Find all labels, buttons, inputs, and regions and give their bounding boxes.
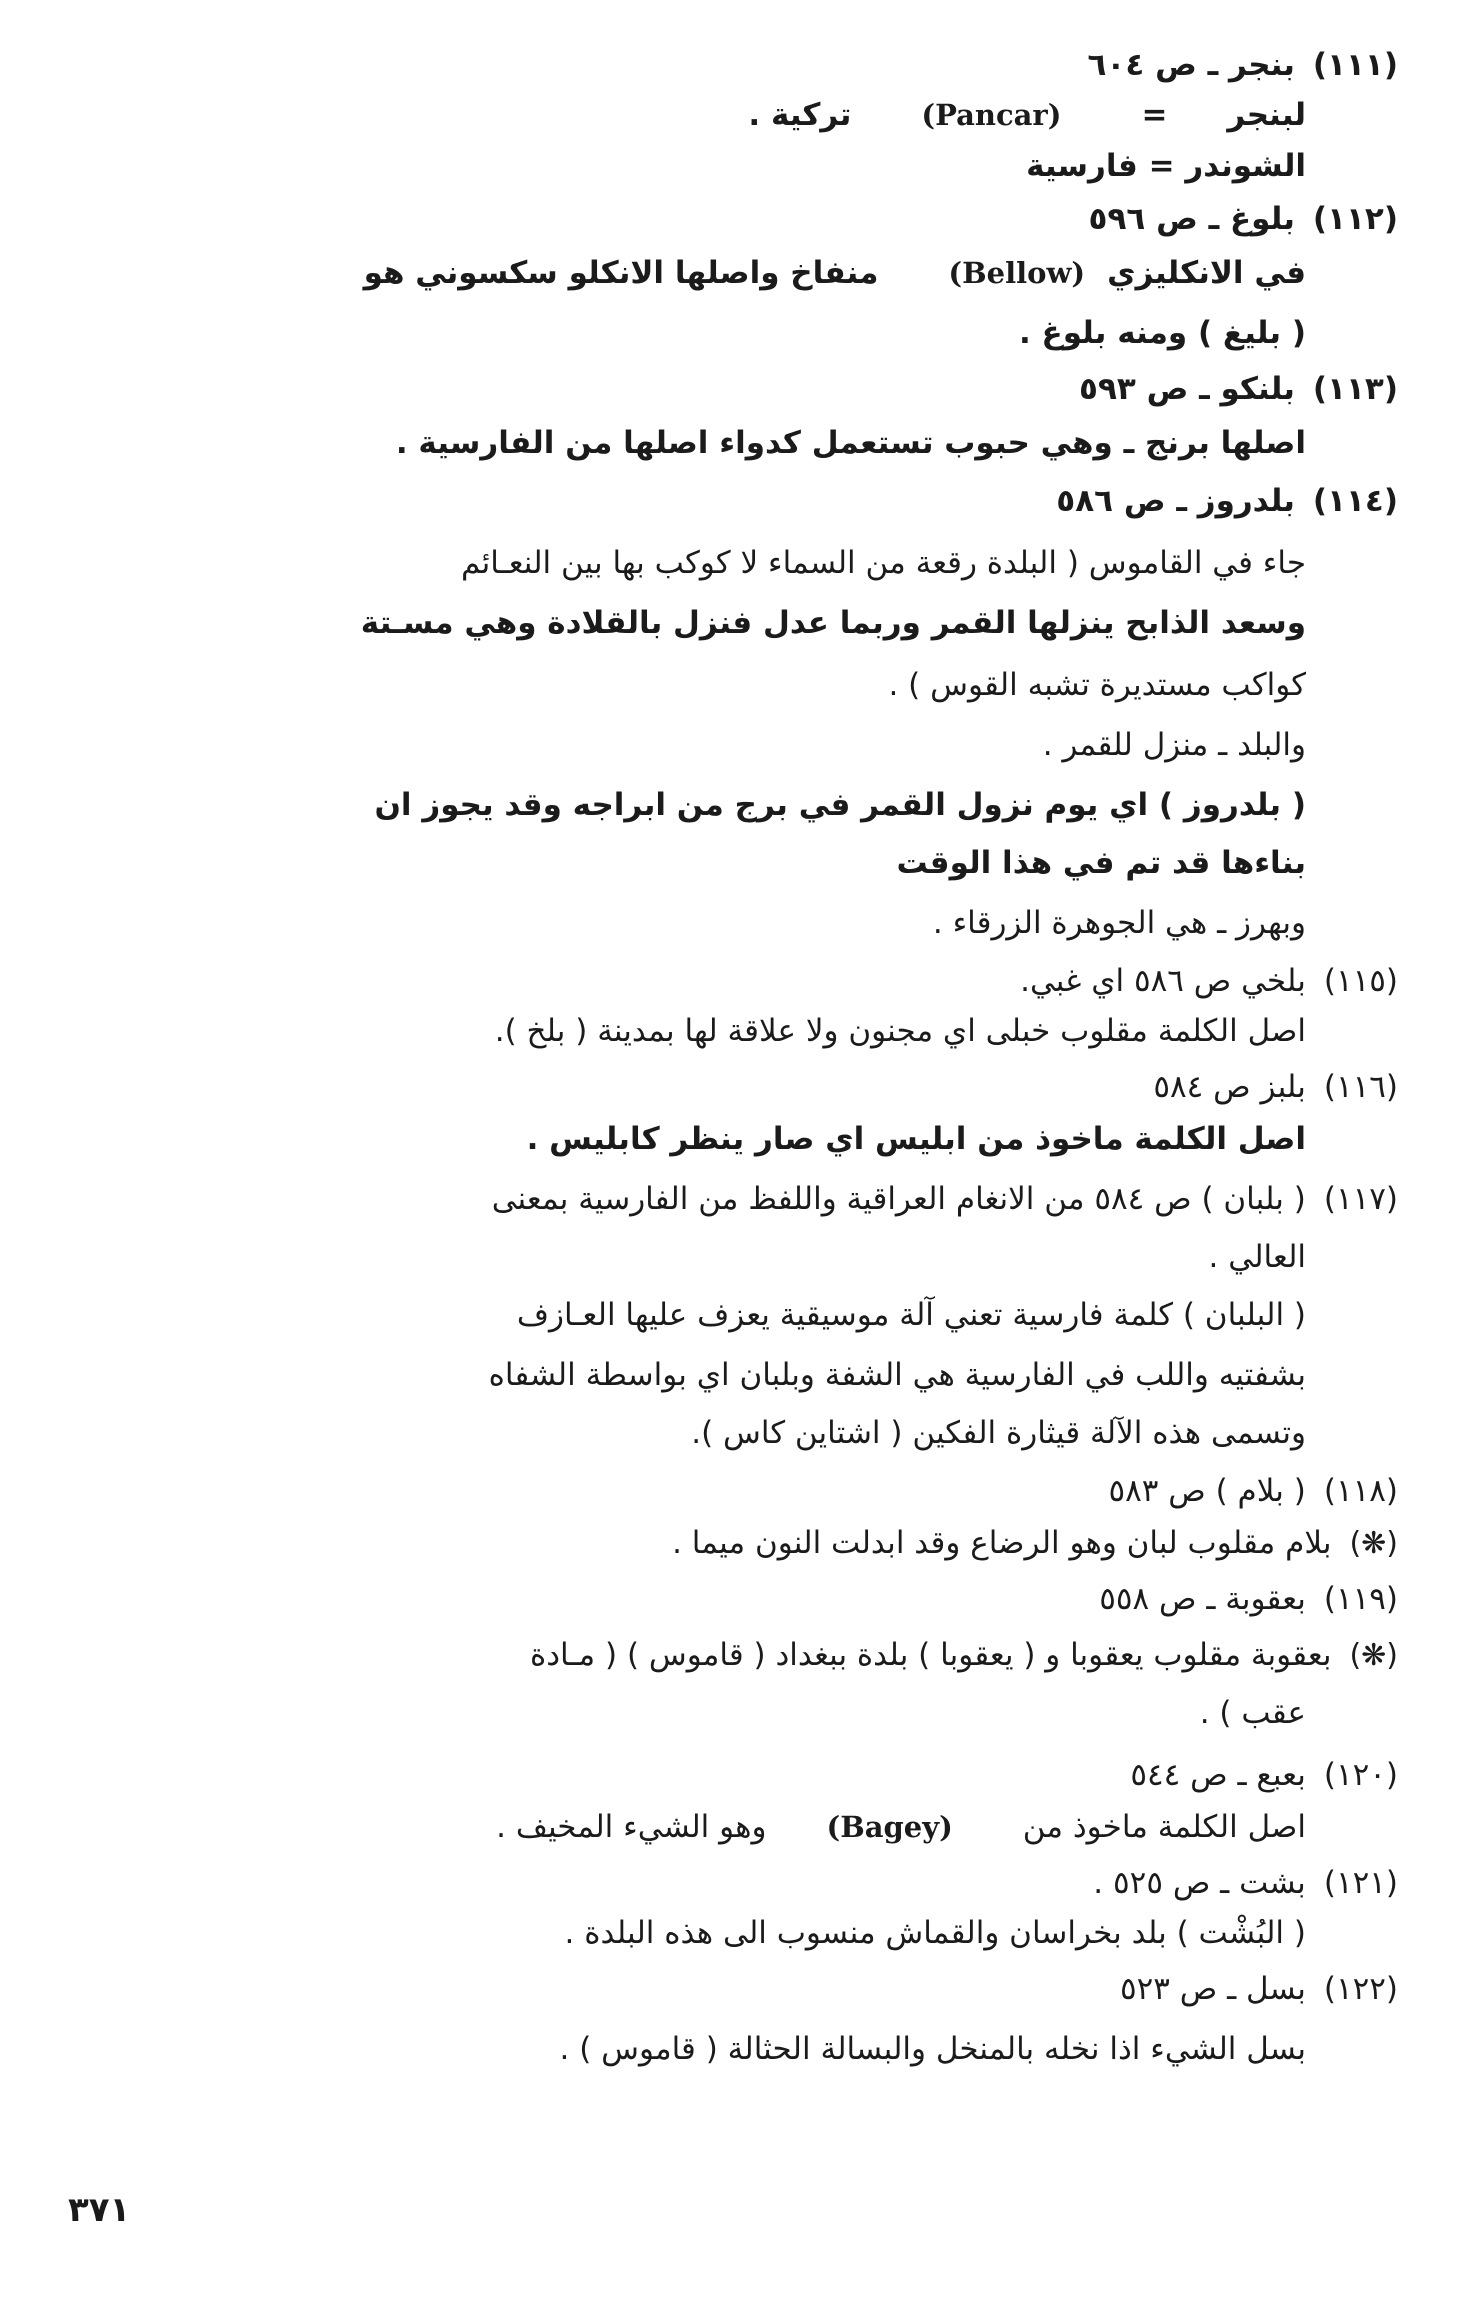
entry-headword: ( بلام ) ص ٥٨٣ [1108, 1473, 1306, 1509]
entry-116-heading [1153, 1064, 1398, 1110]
entry-headword: بنجر ـ ص ٦٠٤ [1087, 47, 1295, 83]
arabic-text: منفاخ واصلها الانكلو سكسوني هو [363, 255, 879, 291]
arabic-text: تركية . [748, 97, 852, 133]
arabic-text: اصل الكلمة ماخوذ من [1022, 1809, 1306, 1845]
entry-111-line-1 [748, 92, 1306, 138]
entry-112-line-2: ( بليغ ) ومنه بلوغ . [1018, 315, 1306, 351]
entry-number: (١١٣) [1312, 371, 1398, 407]
entry-headword: بلدروز ـ ص ٥٨٦ [1056, 483, 1295, 519]
entry-headword: بعقوبة ـ ص ٥٥٨ [1099, 1581, 1306, 1617]
entry-headword: بلوغ ـ ص ٥٩٦ [1088, 201, 1295, 237]
entry-114-line-6: بناءها قد تم في هذا الوقت [896, 845, 1306, 881]
entry-119-line-1 [530, 1632, 1398, 1679]
entry-number: (١١٩) [1323, 1581, 1398, 1617]
latin-term: (Pancar) [921, 98, 1062, 132]
entry-headword: بشت ـ ص ٥٢٥ . [1093, 1865, 1306, 1901]
entry-117-line-1: العالي . [1208, 1239, 1306, 1275]
arabic-text: وهو الشيء المخيف . [496, 1809, 767, 1845]
entry-number: (١١١) [1312, 47, 1398, 83]
entry-112-heading [1089, 196, 1398, 242]
entry-117-line-2: ( البلبان ) كلمة فارسية تعني آلة موسيقية يعزف عليها العـازف [516, 1297, 1306, 1333]
entry-number: (١١٨) [1323, 1473, 1398, 1509]
entry-122-heading [1120, 1966, 1398, 2012]
entry-headword: بعبع ـ ص ٥٤٤ [1130, 1757, 1306, 1793]
entry-111-line-2: الشوندر = فارسية [1026, 148, 1306, 184]
entry-111-heading [1088, 42, 1398, 88]
entry-116-line-1: اصل الكلمة ماخوذ من ابليس اي صار ينظر كابليس . [526, 1121, 1306, 1157]
entry-118-line-1 [672, 1520, 1398, 1567]
entry-headword: بلبز ص ٥٨٤ [1153, 1069, 1306, 1105]
entry-number: (١٢١) [1323, 1865, 1398, 1901]
arabic-text: لبنجر [1227, 97, 1306, 133]
latin-term: (Bellow) [948, 256, 1086, 290]
entry-headword: ( بلبان ) ص ٥٨٤ من الانغام العراقية واللفظ من الفارسية بمعنى [491, 1181, 1306, 1217]
entry-114-line-5: ( بلدروز ) اي يوم نزول القمر في برج من ابراجه وقد يجوز ان [374, 787, 1306, 823]
entry-120-heading [1130, 1752, 1398, 1798]
entry-114-line-1: جاء في القاموس ( البلدة رقعة من السماء لا كوكب بها بين النعـائم [461, 545, 1306, 581]
arabic-text: بلام مقلوب لبان وهو الرضاع وقد ابدلت النون ميما . [672, 1525, 1332, 1561]
asterisk-marker-icon: (❋) [1349, 1638, 1398, 1673]
entry-122-line-1: بسل الشيء اذا نخله بالمنخل والبسالة الحثالة ( قاموس ) . [559, 2031, 1306, 2067]
entry-number: (١١٢) [1312, 201, 1398, 237]
entry-117-line-3: بشفتيه واللب في الفارسية هي الشفة وبلبان اي بواسطة الشفاه [488, 1357, 1306, 1393]
arabic-text: في الانكليزي [1107, 255, 1306, 291]
arabic-text: بعقوبة مقلوب يعقوبا و ( يعقوبا ) بلدة ببغداد ( قاموس ) ( مـادة [529, 1637, 1332, 1673]
entry-114-heading [1056, 478, 1398, 524]
entry-number: (١١٥) [1323, 963, 1398, 999]
entry-headword: بلنكو ـ ص ٥٩٣ [1079, 371, 1295, 407]
entry-114-line-2: وسعد الذابح ينزلها القمر وربما عدل فنزل بالقلادة وهي مسـتة [360, 605, 1306, 641]
entry-number: (١٢٢) [1323, 1971, 1398, 2007]
equals-sign: = [1141, 97, 1168, 133]
entry-number: (١١٦) [1323, 1069, 1398, 1105]
page-number: ٣٧١ [68, 2190, 131, 2230]
entry-number: (١١٧) [1323, 1181, 1398, 1217]
entry-115-heading [1020, 958, 1398, 1004]
entry-121-heading [1093, 1860, 1398, 1906]
entry-113-line-1: اصلها برنج ـ وهي حبوب تستعمل كدواء اصلها من الفارسية . [395, 425, 1306, 461]
entry-117-heading [492, 1176, 1398, 1222]
entry-114-line-3: كواكب مستديرة تشبه القوس ) . [888, 667, 1306, 703]
entry-113-heading [1079, 366, 1398, 412]
asterisk-marker-icon: (❋) [1349, 1526, 1398, 1561]
entry-number: (١٢٠) [1323, 1757, 1398, 1793]
entry-119-line-2: عقب ) . [1199, 1695, 1306, 1731]
entry-117-line-4: وتسمى هذه الآلة قيثارة الفكين ( اشتاين كاس ). [691, 1415, 1306, 1451]
entry-119-heading [1099, 1576, 1398, 1622]
latin-term: (Bagey) [826, 1810, 953, 1844]
entry-121-line-1: ( البُشْت ) بلد بخراسان والقماش منسوب الى هذه البلدة . [564, 1915, 1306, 1951]
entry-112-line-1 [70, 250, 1306, 296]
entry-118-heading [1108, 1468, 1398, 1514]
entry-headword: بلخي ص ٥٨٦ اي غبي. [1020, 963, 1306, 999]
entry-headword: بسل ـ ص ٥٢٣ [1119, 1971, 1306, 2007]
entry-115-line-1: اصل الكلمة مقلوب خبلى اي مجنون ولا علاقة لها بمدينة ( بلخ ). [494, 1013, 1306, 1049]
entry-120-line-1 [496, 1804, 1306, 1850]
entry-114-line-4: والبلد ـ منزل للقمر . [1042, 727, 1306, 763]
entry-114-line-7: وبهرز ـ هي الجوهرة الزرقاء . [932, 905, 1306, 941]
entry-number: (١١٤) [1312, 483, 1398, 519]
